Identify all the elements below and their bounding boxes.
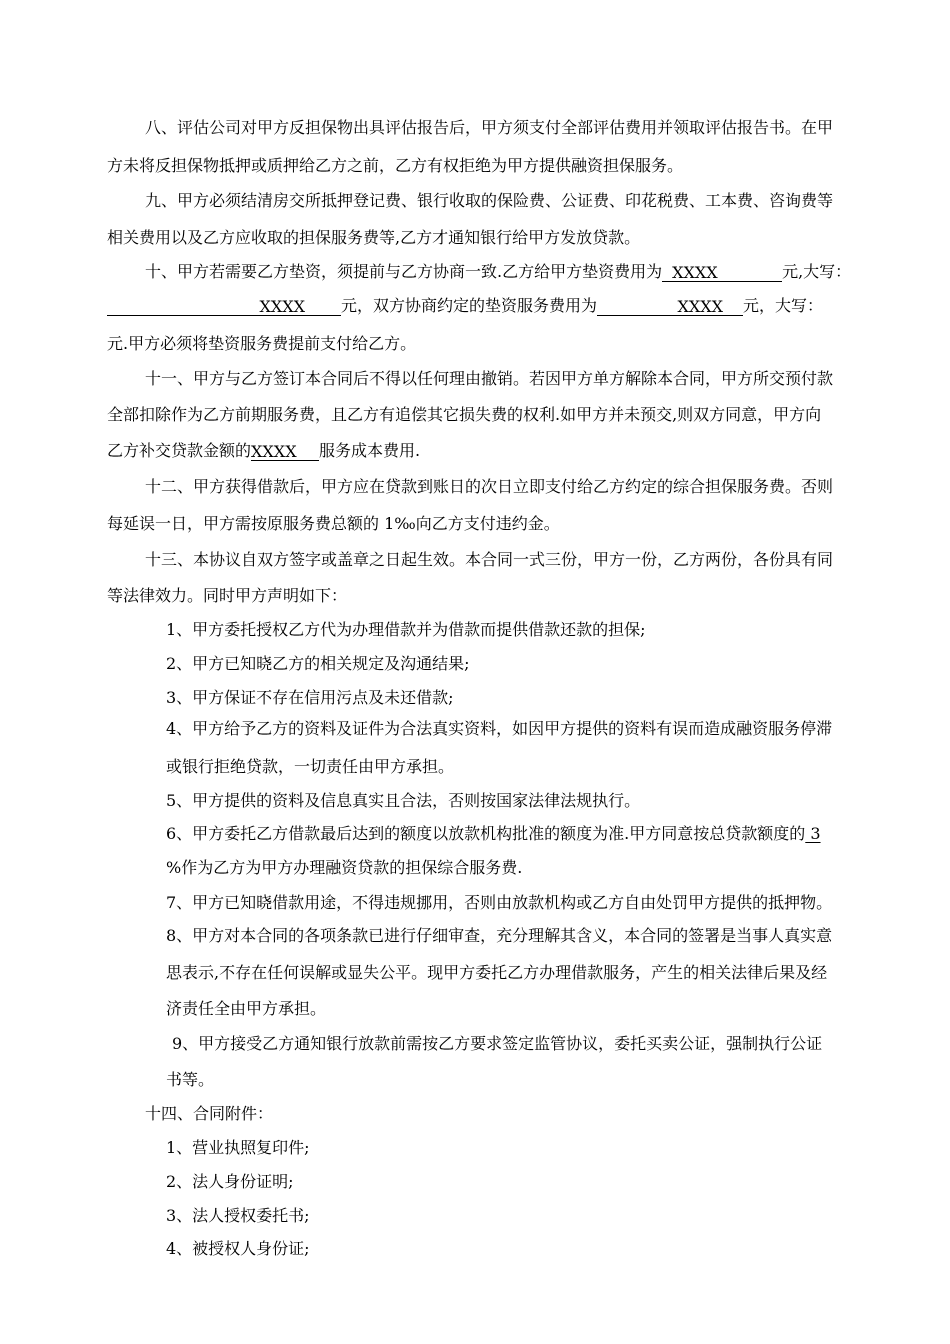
advance-amount-blank (662, 263, 782, 282)
clause-9-line-1: 九、甲方必须结清房交所抵押登记费、银行收取的保险费、公证费、印花税费、工本费、咨询费等 (145, 191, 834, 210)
declaration-2: 2、甲方已知晓乙方的相关规定及沟通结果; (166, 654, 470, 673)
clause-11-line-2: 全部扣除作为乙方前期服务费，且乙方有追偿其它损失费的权利.如甲方并未预交,则双方同意，甲方向 (107, 405, 822, 424)
declaration-3: 3、甲方保证不存在信用污点及未还借款; (166, 688, 454, 707)
advance-amount-words: XXXX (259, 297, 305, 316)
clause-10-text-c: 元，双方协商约定的垫资服务费用为 (341, 296, 598, 315)
clause-11-line-3 (107, 441, 420, 461)
attachment-3: 3、法人授权委托书; (166, 1206, 310, 1225)
declaration-4-line-1: 4、甲方给予乙方的资料及证件为合法真实资料，如因甲方提供的资料有误而造成融资服务停滞 (166, 719, 833, 738)
clause-14-heading: 十四、合同附件： (145, 1104, 274, 1123)
service-fee-blank (597, 297, 743, 316)
declaration-5: 5、甲方提供的资料及信息真实且合法，否则按国家法律法规执行。 (166, 791, 641, 810)
clause-10-line-3: 元.甲方必须将垫资服务费提前支付给乙方。 (107, 334, 417, 353)
clause-12-line-1: 十二、甲方获得借款后，甲方应在贷款到账日的次日立即支付给乙方约定的综合担保服务费。否则 (145, 477, 834, 496)
clause-13-line-1: 十三、本协议自双方签字或盖章之日起生效。本合同一式三份，甲方一份，乙方两份，各份具有同 (145, 550, 834, 569)
clause-11-text-a: 乙方补交贷款金额的 (107, 441, 252, 460)
declaration-6-text: 6、甲方委托乙方借款最后达到的额度以放款机构批准的额度为准.甲方同意按总贷款额度的 (166, 824, 806, 843)
declaration-6-line-1 (166, 824, 821, 844)
attachment-2: 2、法人身份证明; (166, 1172, 294, 1191)
declaration-9-line-2: 书等。 (166, 1070, 215, 1089)
clause-10-text-d: 元，大写： (743, 296, 824, 315)
clause-10-line-2 (107, 296, 823, 316)
clause-13-line-2: 等法律效力。同时甲方声明如下： (107, 586, 348, 605)
clause-10-text-b: 元,大写： (782, 262, 852, 281)
supplement-amount: XXXX (251, 442, 297, 461)
attachment-4: 4、被授权人身份证; (166, 1239, 310, 1258)
declaration-8-line-1: 8、甲方对本合同的各项条款已进行仔细审查，充分理解其含义，本合同的签署是当事人真实意 (166, 926, 833, 945)
clause-9-line-2: 相关费用以及乙方应收取的担保服务费等,乙方才通知银行给甲方发放贷款。 (107, 228, 641, 247)
declaration-7: 7、甲方已知晓借款用途，不得违规挪用，否则由放款机构或乙方自由处罚甲方提供的抵押物。 (166, 893, 833, 912)
clause-12-line-2: 每延误一日，甲方需按原服务费总额的 1‰向乙方支付违约金。 (107, 514, 560, 533)
clause-11-line-1: 十一、甲方与乙方签订本合同后不得以任何理由撤销。若因甲方单方解除本合同，甲方所交预付款 (145, 369, 834, 388)
declaration-1: 1、甲方委托授权乙方代为办理借款并为借款而提供借款还款的担保; (166, 620, 646, 639)
declaration-6-line-2: %作为乙方为甲方办理融资贷款的担保综合服务费. (166, 858, 523, 877)
advance-amount-words-blank (107, 297, 341, 316)
declaration-8-line-3: 济责任全由甲方承担。 (166, 999, 327, 1018)
clause-11-text-b: 服务成本费用. (319, 441, 421, 460)
declaration-8-line-2: 思表示,不存在任何误解或显失公平。现甲方委托乙方办理借款服务，产生的相关法律后果及经 (166, 963, 828, 982)
advance-amount: XXXX (672, 263, 718, 282)
clause-10-line-1 (145, 262, 851, 282)
declaration-9-line-1: 9、甲方接受乙方通知银行放款前需按乙方要求签定监管协议，委托买卖公证，强制执行公证 (172, 1034, 823, 1053)
supplement-amount-blank (251, 442, 319, 461)
clause-8-line-1: 八、评估公司对甲方反担保物出具评估报告后，甲方须支付全部评估费用并领取评估报告书。在甲 (145, 118, 834, 137)
service-fee-amount: XXXX (677, 297, 724, 316)
clause-10-text-a: 十、甲方若需要乙方垫资，须提前与乙方协商一致.乙方给甲方垫资费用为 (145, 262, 663, 281)
fee-percentage: 3 (805, 824, 821, 843)
declaration-4-line-2: 或银行拒绝贷款，一切责任由甲方承担。 (166, 757, 455, 776)
attachment-1: 1、营业执照复印件; (166, 1138, 310, 1157)
clause-8-line-2: 方未将反担保物抵押或质押给乙方之前，乙方有权拒绝为甲方提供融资担保服务。 (107, 156, 684, 175)
